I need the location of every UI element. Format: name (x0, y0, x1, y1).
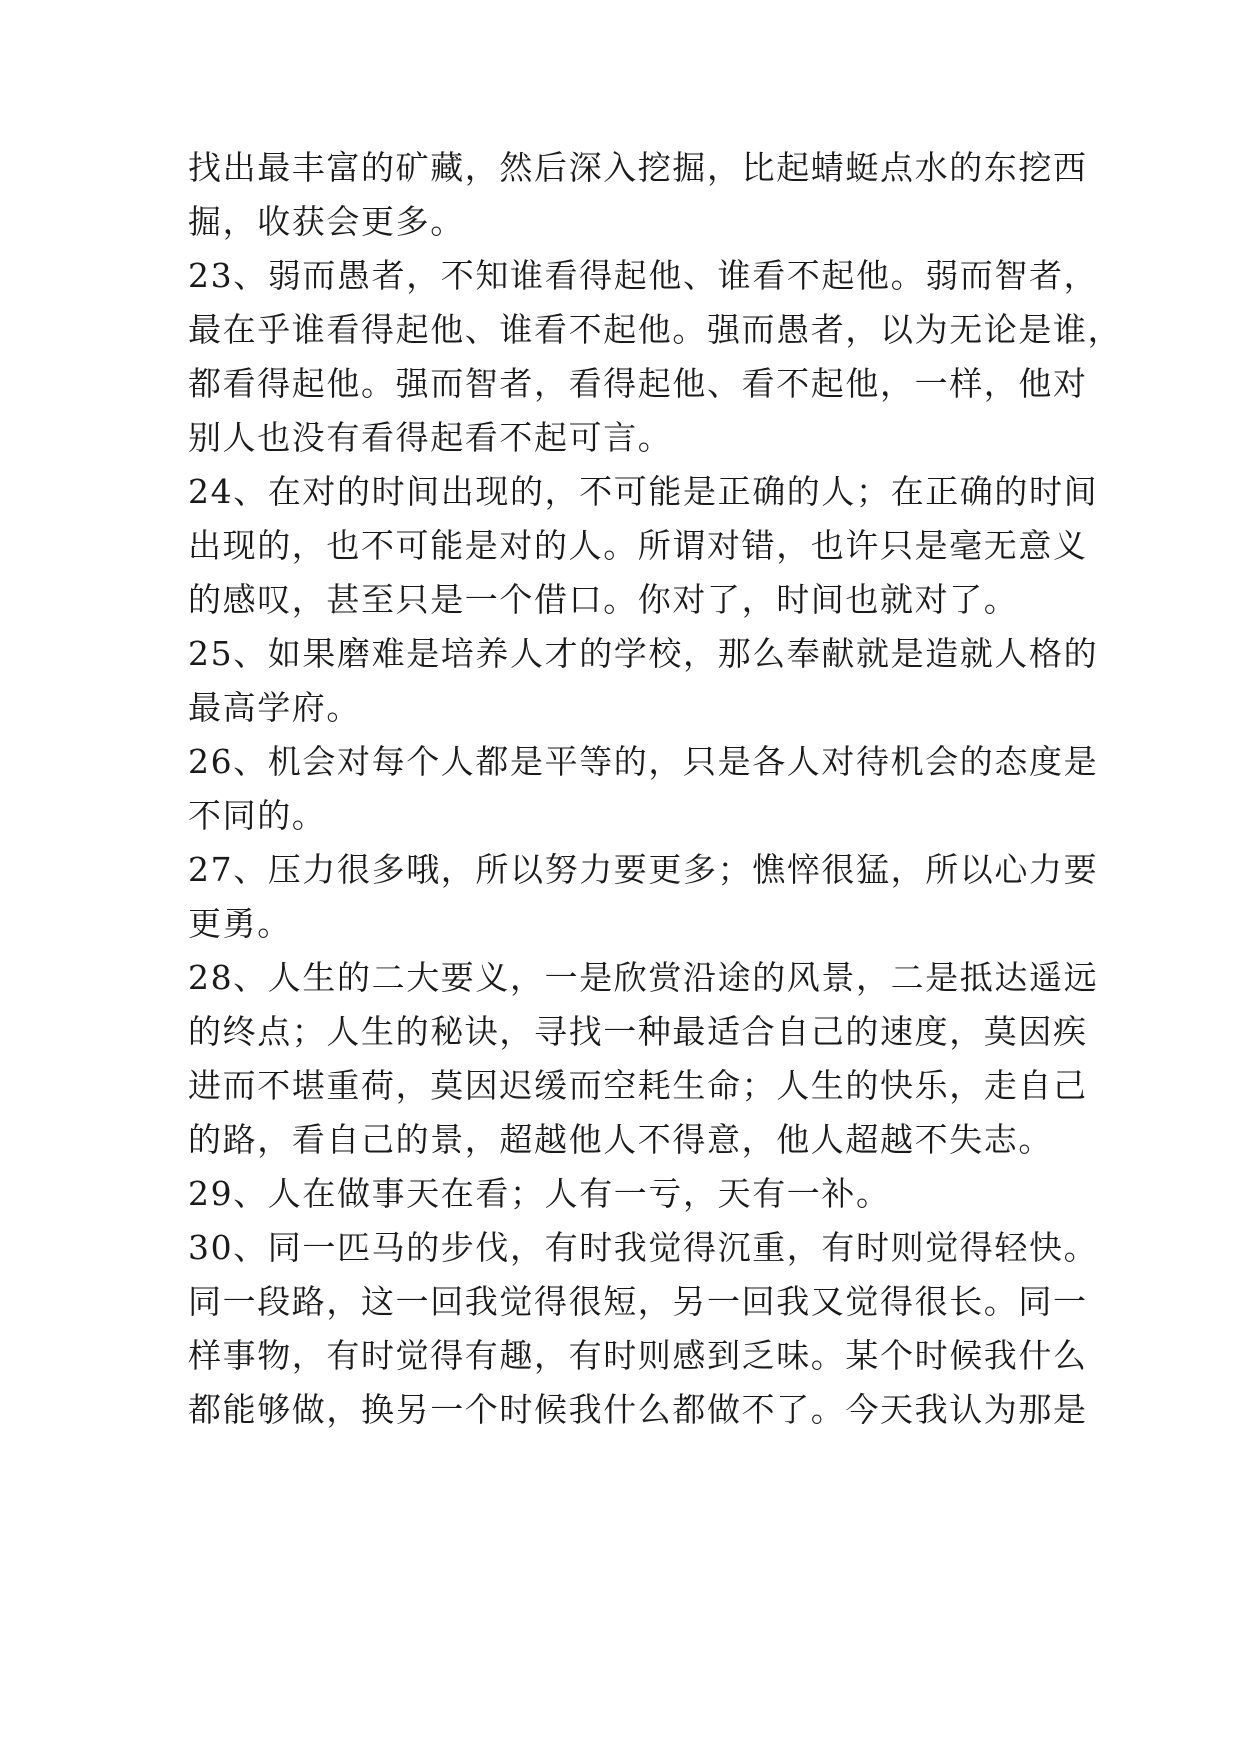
text-line: 的路，看自己的景，超越他人不得意，他人超越不失志。 (188, 1120, 1053, 1159)
text-line: 23、弱而愚者，不知谁看得起他、谁看不起他。弱而智者， (188, 256, 1099, 295)
text-line: 25、如果磨难是培养人才的学校，那么奉献就是造就人格的 (188, 634, 1099, 673)
text-line: 最在乎谁看得起他、谁看不起他。强而愚者，以为无论是谁， (188, 310, 1123, 349)
text-line: 样事物，有时觉得有趣，有时则感到乏味。某个时候我什么 (188, 1336, 1088, 1375)
text-line: 出现的，也不可能是对的人。所谓对错，也许只是毫无意义 (188, 526, 1088, 565)
text-line: 同一段路，这一回我觉得很短，另一回我又觉得很长。同一 (188, 1282, 1088, 1321)
text-line: 的感叹，甚至只是一个借口。你对了，时间也就对了。 (188, 580, 1019, 619)
text-line: 进而不堪重荷，莫因迟缓而空耗生命；人生的快乐，走自己 (188, 1066, 1088, 1105)
text-line: 的终点；人生的秘诀，寻找一种最适合自己的速度，莫因疾 (188, 1012, 1088, 1051)
text-line: 24、在对的时间出现的，不可能是正确的人；在正确的时间 (188, 472, 1099, 511)
text-line: 26、机会对每个人都是平等的，只是各人对待机会的态度是 (188, 742, 1099, 781)
text-line: 都看得起他。强而智者，看得起他、看不起他，一样，他对 (188, 364, 1088, 403)
text-line: 29、人在做事天在看；人有一亏，天有一补。 (188, 1174, 891, 1213)
text-line: 都能够做，换另一个时候我什么都做不了。今天我认为那是 (188, 1390, 1088, 1429)
text-line: 找出最丰富的矿藏，然后深入挖掘，比起蜻蜓点水的东挖西 (188, 148, 1088, 187)
text-line: 更勇。 (188, 904, 292, 943)
text-line: 30、同一匹马的步伐，有时我觉得沉重，有时则觉得轻快。 (188, 1228, 1099, 1267)
text-line: 27、压力很多哦，所以努力要更多；憔悴很猛，所以心力要 (188, 850, 1099, 889)
text-line: 不同的。 (188, 796, 327, 835)
text-line: 别人也没有看得起看不起可言。 (188, 418, 673, 457)
text-line: 掘，收获会更多。 (188, 202, 465, 241)
text-line: 28、人生的二大要义，一是欣赏沿途的风景，二是抵达遥远 (188, 958, 1099, 997)
text-line: 最高学府。 (188, 688, 361, 727)
